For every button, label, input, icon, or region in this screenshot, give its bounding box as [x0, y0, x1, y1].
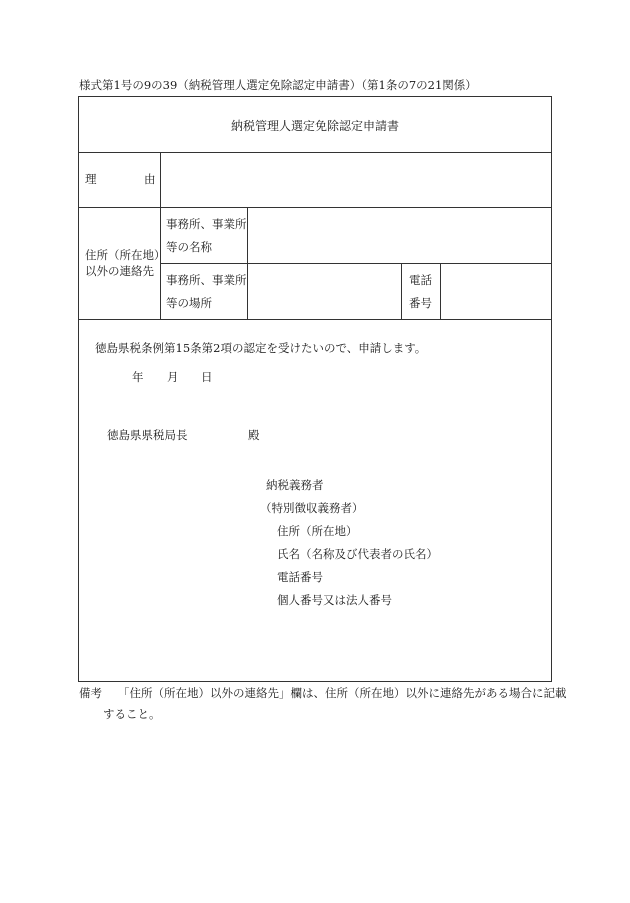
rule-reason-bottom	[78, 207, 552, 208]
form-code: 様式第1号の9の39（納税管理人選定免除認定申請書）（第1条の7の21関係）	[79, 78, 477, 92]
phone-field[interactable]	[442, 265, 550, 317]
office-place-label-line1: 事務所、事業所	[166, 273, 247, 287]
applicant-phone-label: 電話番号	[277, 570, 323, 584]
note-line1: 「住所（所在地）以外の連絡先」欄は、住所（所在地）以外に連絡先がある場合に記載	[118, 686, 567, 700]
rule-contact-middle	[160, 263, 552, 264]
form-title: 納税管理人選定免除認定申請書	[230, 119, 399, 133]
phone-label-line2: 番号	[409, 296, 432, 310]
office-place-field[interactable]	[249, 265, 399, 317]
note-line2: すること。	[103, 707, 161, 721]
date-month-label: 月	[167, 370, 179, 384]
rule-contact-bottom	[78, 319, 552, 320]
applicant-id-label: 個人番号又は法人番号	[277, 593, 392, 607]
office-name-label-line1: 事務所、事業所	[166, 217, 247, 231]
rule-sublabel-column	[247, 207, 248, 319]
rule-title-bottom	[78, 152, 552, 153]
applicant-title: 納税義務者	[266, 478, 324, 492]
reason-field[interactable]	[162, 154, 550, 206]
office-name-label-line2: 等の名称	[166, 240, 212, 254]
application-statement: 徳島県税条例第15条第2項の認定を受けたいので、申請します。	[95, 341, 427, 355]
contact-group-label-line1: 住所（所在地）	[85, 248, 166, 262]
reason-label-left: 理	[85, 172, 97, 186]
reason-label-right: 由	[144, 172, 156, 186]
rule-phone-right	[440, 263, 441, 319]
recipient: 徳島県県税局長	[107, 428, 188, 442]
rule-phone-left	[401, 263, 402, 319]
office-name-field[interactable]	[249, 209, 550, 261]
date-day-label: 日	[201, 370, 213, 384]
contact-group-label-line2: 以外の連絡先	[85, 264, 154, 278]
date-year-label: 年	[132, 370, 144, 384]
rule-label-column	[160, 152, 161, 319]
office-place-label-line2: 等の場所	[166, 296, 212, 310]
honorific: 殿	[248, 428, 260, 442]
applicant-name-label: 氏名（名称及び代表者の氏名）	[277, 547, 438, 561]
phone-label-line1: 電話	[409, 273, 432, 287]
applicant-address-label: 住所（所在地）	[277, 524, 358, 538]
note-label: 備考	[79, 686, 102, 700]
applicant-subtitle: （特別徴収義務者）	[260, 501, 364, 515]
